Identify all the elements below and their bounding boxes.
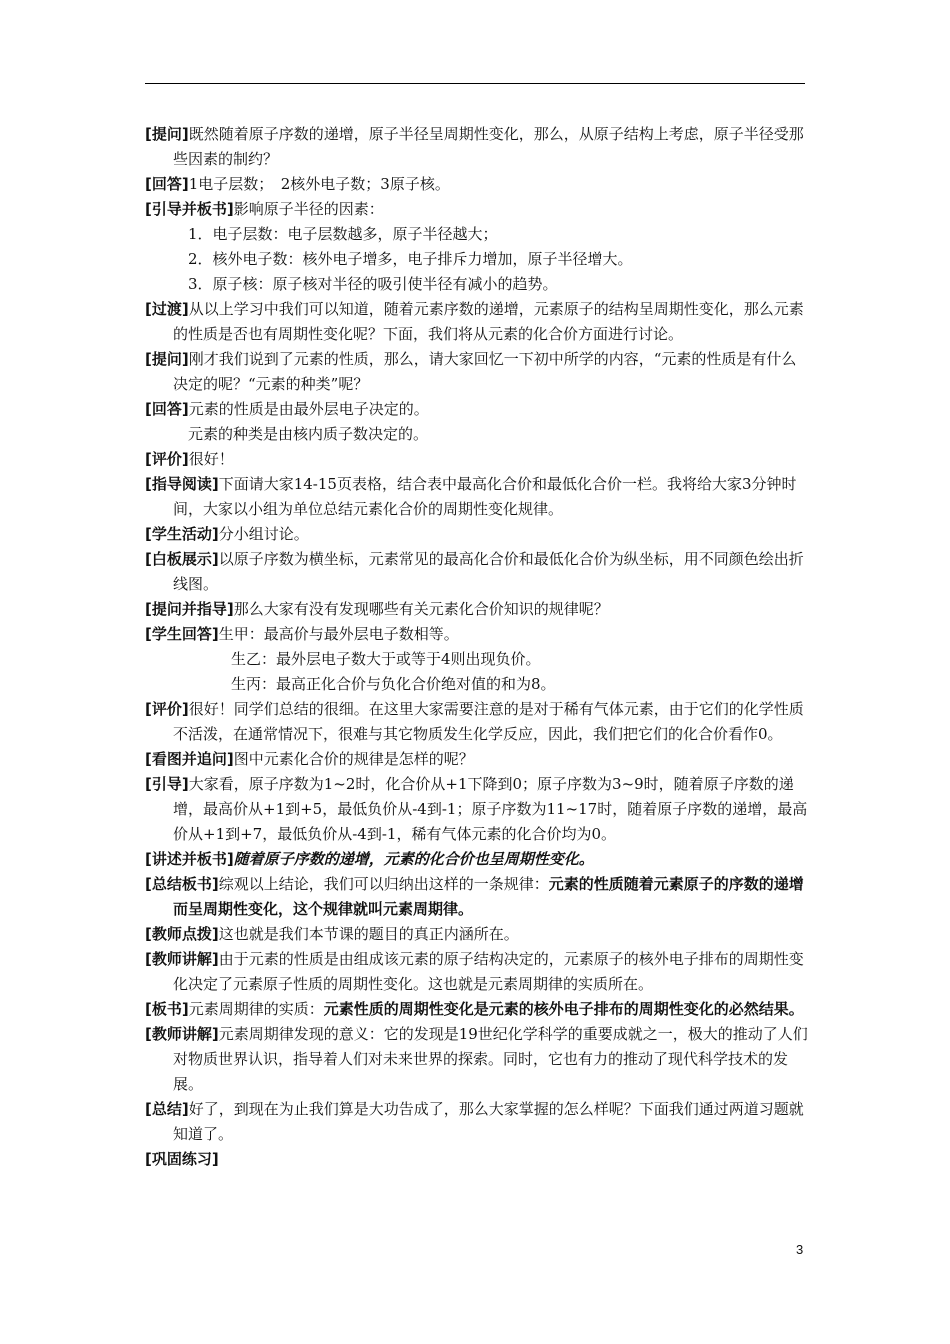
section-tag: [总结板书] xyxy=(145,875,219,893)
section-tag: [总结] xyxy=(145,1100,189,1118)
list-item: 2．核外电子数：核外电子增多，电子排斥力增加，原子半径增大。 xyxy=(188,250,633,268)
paragraph-text: 随着原子序数的递增，元素的化合价也呈周期性变化。 xyxy=(233,850,594,868)
section-tag: [引导] xyxy=(145,775,189,793)
bold-text: 元素性质的周期性变化是元素的核外电子排布的周期性变化的必然结果。 xyxy=(323,1000,804,1018)
paragraph-text: 既然随着原子序数的递增，原子半径呈周期性变化，那么，从原子结构上考虑，原子半径受那些因素的制约？ xyxy=(173,125,804,168)
paragraph-lecture xyxy=(145,947,810,997)
section-tag: [回答] xyxy=(145,400,189,418)
paragraph-text: 刚才我们说到了元素的性质，那么，请大家回忆一下初中所学的内容，“元素的性质是有什么决定的呢？“元素的种类”呢？ xyxy=(173,350,797,393)
bold-text: 元素的性质随着元素原子的序数的递增而呈周期性变化，这个规律就叫元素周期律。 xyxy=(173,875,804,918)
paragraph-text: 1电子层数； 2核外电子数；3原子核。 xyxy=(188,175,450,193)
page-number: 3 xyxy=(796,1242,804,1257)
paragraph-lecture xyxy=(145,847,810,872)
paragraph-text: 从以上学习中我们可以知道，随着元素序数的递增，元素原子的结构呈周期性变化，那么元素的性质是否也有周期性变化呢？下面，我们将从元素的化合价方面进行讨论。 xyxy=(173,300,804,343)
paragraph-guide xyxy=(145,197,810,222)
section-tag: [学生活动] xyxy=(145,525,219,543)
paragraph-text: 好了，到现在为止我们算是大功告成了，那么大家掌握的怎么样呢？下面我们通过两道习题就知道了。 xyxy=(173,1100,804,1143)
paragraph-text: 那么大家有没有发现哪些有关元素化合价知识的规律呢？ xyxy=(233,600,609,618)
header-rule xyxy=(145,83,805,84)
student-answer-line: 生乙：最外层电子数大于或等于4则出现负价。 xyxy=(231,650,541,668)
paragraph-text: 下面请大家14-15页表格，结合表中最高化合价和最低化合价一栏。我将给大家3分钟时间，大家以小组为单位总结元素化合价的周期性变化规律。 xyxy=(173,475,797,518)
paragraph-text: 综观以上结论，我们可以归纳出这样的一条规律： xyxy=(218,875,549,893)
section-tag: [板书] xyxy=(145,1000,189,1018)
section-tag: [指导阅读] xyxy=(145,475,219,493)
section-tag: [评价] xyxy=(145,700,189,718)
paragraph-question xyxy=(145,597,810,622)
paragraph-transition xyxy=(145,297,810,347)
paragraph-lecture xyxy=(145,1022,810,1097)
section-tag: [提问并指导] xyxy=(145,600,234,618)
list-item: 1．电子层数：电子层数越多，原子半径越大； xyxy=(188,225,498,243)
section-tag: [教师点拨] xyxy=(145,925,219,943)
paragraph-question xyxy=(145,122,810,172)
section-tag: [巩固练习] xyxy=(145,1150,219,1168)
paragraph-summary xyxy=(145,1097,810,1147)
paragraph-question xyxy=(145,347,810,397)
paragraph-text: 图中元素化合价的规律是怎样的呢？ xyxy=(233,750,474,768)
section-tag: [看图并追问] xyxy=(145,750,234,768)
paragraph-student-answer xyxy=(145,622,810,647)
paragraph-evaluation xyxy=(145,697,810,747)
section-tag: [教师讲解] xyxy=(145,950,219,968)
paragraph-text: 大家看，原子序数为1~2时，化合价从+1下降到0；原子序数为3~9时，随着原子序数的递增，最高价从+1到+5，最低负价从-4到-1；原子序数为11~17时，随着原子序数的递增，最高价从+1到+7，最低负价从-4到-1，稀有气体元素的化合价均为0。 xyxy=(173,775,808,843)
paragraph-board xyxy=(145,997,810,1022)
paragraph-text: 很好！ xyxy=(188,450,234,468)
list-item: 3．原子核：原子核对半径的吸引使半径有减小的趋势。 xyxy=(188,275,558,293)
paragraph-text: 以原子序数为横坐标，元素常见的最高化合价和最低化合价为纵坐标，用不同颜色绘出折线图。 xyxy=(173,550,804,593)
paragraph-reading xyxy=(145,472,810,522)
paragraph-answer xyxy=(145,172,810,197)
paragraph-guide xyxy=(145,772,810,847)
paragraph-continuation: 元素的种类是由核内质子数决定的。 xyxy=(188,425,429,443)
section-tag: [引导并板书] xyxy=(145,200,234,218)
document-body xyxy=(145,122,810,1172)
paragraph-whiteboard xyxy=(145,547,810,597)
section-tag: [评价] xyxy=(145,450,189,468)
paragraph-exercise xyxy=(145,1147,810,1172)
paragraph-text: 分小组讨论。 xyxy=(218,525,309,543)
paragraph-evaluation xyxy=(145,447,810,472)
paragraph-followup xyxy=(145,747,810,772)
section-tag: [回答] xyxy=(145,175,189,193)
section-tag: [讲述并板书] xyxy=(145,850,234,868)
paragraph-text: 由于元素的性质是由组成该元素的原子结构决定的，元素原子的核外电子排布的周期性变化决定了元素原子性质的周期性变化。这也就是元素周期律的实质所在。 xyxy=(173,950,804,993)
paragraph-text: 元素的性质是由最外层电子决定的。 xyxy=(188,400,429,418)
paragraph-answer xyxy=(145,397,810,422)
paragraph-text: 这也就是我们本节课的题目的真正内涵所在。 xyxy=(218,925,519,943)
student-answer-line: 生丙：最高正化合价与负化合价绝对值的和为8。 xyxy=(231,675,556,693)
paragraph-activity xyxy=(145,522,810,547)
paragraph-text: 元素周期律的实质： xyxy=(188,1000,324,1018)
paragraph-tip xyxy=(145,922,810,947)
paragraph-summary xyxy=(145,872,810,922)
section-tag: [提问] xyxy=(145,350,189,368)
paragraph-text: 生甲：最高价与最外层电子数相等。 xyxy=(218,625,459,643)
paragraph-text: 元素周期律发现的意义：它的发现是19世纪化学科学的重要成就之一，极大的推动了人们对物质世界认识，指导着人们对未来世界的探索。同时，它也有力的推动了现代科学技术的发展。 xyxy=(173,1025,808,1093)
section-tag: [教师讲解] xyxy=(145,1025,219,1043)
paragraph-text: 很好！同学们总结的很细。在这里大家需要注意的是对于稀有气体元素，由于它们的化学性质不活泼，在通常情况下，很难与其它物质发生化学反应，因此，我们把它们的化合价看作0。 xyxy=(173,700,804,743)
section-tag: [学生回答] xyxy=(145,625,219,643)
section-tag: [提问] xyxy=(145,125,189,143)
section-tag: [白板展示] xyxy=(145,550,219,568)
section-tag: [过渡] xyxy=(145,300,189,318)
paragraph-text: 影响原子半径的因素： xyxy=(233,200,384,218)
